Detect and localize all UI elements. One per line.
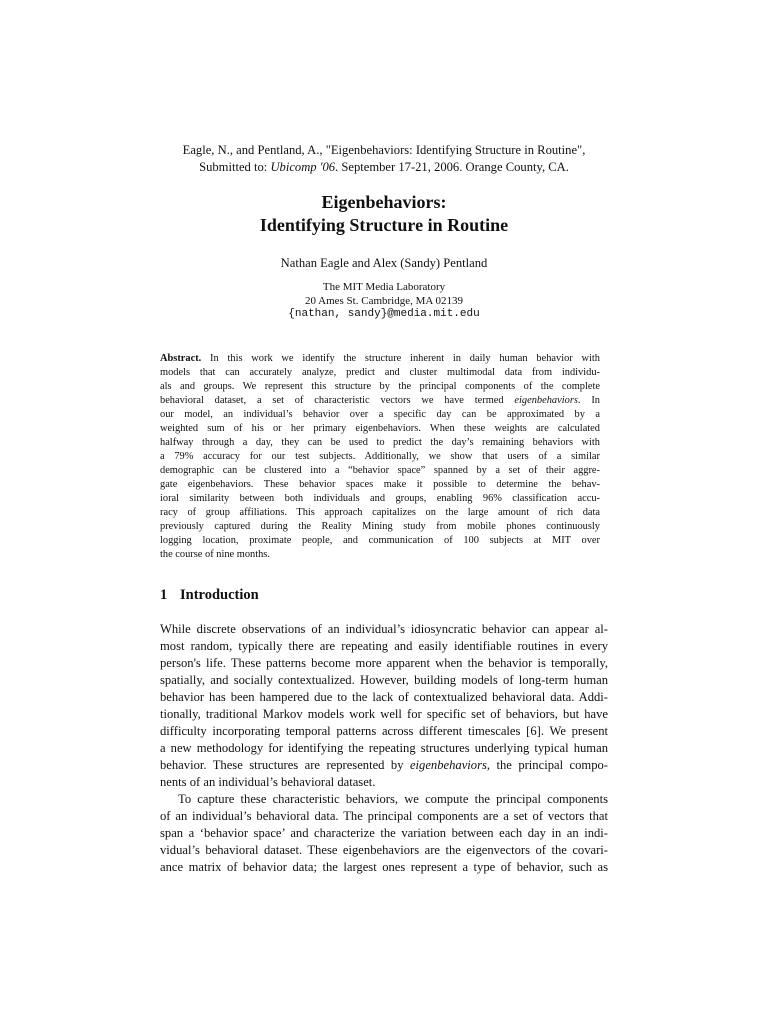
body-line: span a ‘behavior space’ and characterize the variation between each day in an indi- [160, 826, 608, 840]
abstract-line: a 79% accuracy for our test subjects. Additionally, we show that users of a similar [160, 451, 600, 462]
body-line: nents of an individual’s behavioral dataset. [160, 775, 376, 789]
body-line: difficulty incorporating temporal patterns across different timescales [6]. We present [160, 724, 608, 738]
citation-line-2 [150, 159, 618, 176]
body-line: ance matrix of behavior data; the largest ones represent a type of behavior, such as [160, 860, 608, 874]
citation-venue: Ubicomp '06 [270, 160, 336, 174]
section-number: 1 [160, 587, 168, 603]
abstract-line: models that can accurately analyze, predict and cluster multimodal data from individu- [160, 367, 600, 378]
body-term: eigenbehaviors [409, 758, 487, 772]
body-line: person's life. These patterns become more apparent when the behavior is temporally, [160, 656, 608, 670]
body-line: of an individual’s behavioral data. The principal components are a set of vectors that [160, 809, 608, 823]
section-title: Introduction [180, 587, 259, 603]
abstract-line: ioral similarity between both individuals and groups, enabling 96% classification accu- [160, 493, 600, 504]
body-line: a new methodology for identifying the repeating structures underlying typical human [160, 741, 608, 755]
body-line: tionally, traditional Markov models work well for specific set of behaviors, but have [160, 707, 608, 721]
authors: Nathan Eagle and Alex (Sandy) Pentland [280, 256, 488, 270]
abstract-line: previously captured during the Reality Mining study from mobile phones continuously [160, 521, 600, 532]
paper-title-line-2: Identifying Structure in Routine [259, 215, 509, 235]
abstract-line: halfway through a day, they can be used to predict the day’s remaining behaviors with [160, 437, 600, 448]
abstract-label: Abstract. [160, 353, 202, 364]
abstract-line: logging location, proximate people, and communication of 100 subjects at MIT over [160, 535, 600, 546]
body-line: most random, typically there are repeating and easily identifiable routines in every [160, 639, 608, 653]
body-line: While discrete observations of an individual’s idiosyncratic behavior can appear al- [160, 622, 608, 636]
body-line: behavior. These structures are represented by eigenbehaviors, the principal compo- [160, 758, 608, 772]
affiliation-address: 20 Ames St. Cambridge, MA 02139 [305, 295, 463, 307]
citation-suffix: . September 17-21, 2006. Orange County, CA. [335, 160, 569, 174]
abstract-term: eigenbehaviors [514, 395, 578, 406]
body-line: behavior has been hampered due to the lack of contextualized behavioral data. Addi- [160, 690, 608, 704]
citation-line-1: Eagle, N., and Pentland, A., "Eigenbehaviors: Identifying Structure in Routine", [182, 143, 586, 157]
affiliation-email: {nathan, sandy}@media.mit.edu [288, 308, 480, 320]
abstract-line: Abstract. In this work we identify the structure inherent in daily human behavior with [160, 353, 600, 364]
body-line: vidual’s behavioral dataset. These eigenbehaviors are the eigenvectors of the covari- [160, 843, 608, 857]
abstract-line: behavioral dataset, a set of characteristic vectors we have termed eigenbehaviors. In [160, 395, 600, 406]
abstract-line: weighted sum of his or her primary eigenbehaviors. When these weights are calculated [160, 423, 600, 434]
abstract-line: our model, an individual’s behavior over a specific day can be approximated by a [160, 409, 600, 420]
abstract-line: gate eigenbehaviors. These behavior spaces make it possible to determine the behav- [160, 479, 600, 490]
abstract-line: demographic can be clustered into a “behavior space” spanned by a set of their aggre- [160, 465, 600, 476]
abstract-line: racy of group affiliations. This approach capitalizes on the large amount of rich data [160, 507, 600, 518]
abstract-line: the course of nine months. [160, 549, 270, 560]
paper-title-line-1: Eigenbehaviors: [321, 192, 447, 212]
citation-prefix: Submitted to: [199, 160, 271, 174]
body-line: To capture these characteristic behaviors, we compute the principal components [178, 792, 608, 806]
abstract-line: als and groups. We represent this structure by the principal components of the complete [160, 381, 600, 392]
affiliation-org: The MIT Media Laboratory [322, 281, 446, 293]
body-line: spatially, and socially contextualized. However, building models of long-term human [160, 673, 608, 687]
section-heading [160, 587, 259, 604]
